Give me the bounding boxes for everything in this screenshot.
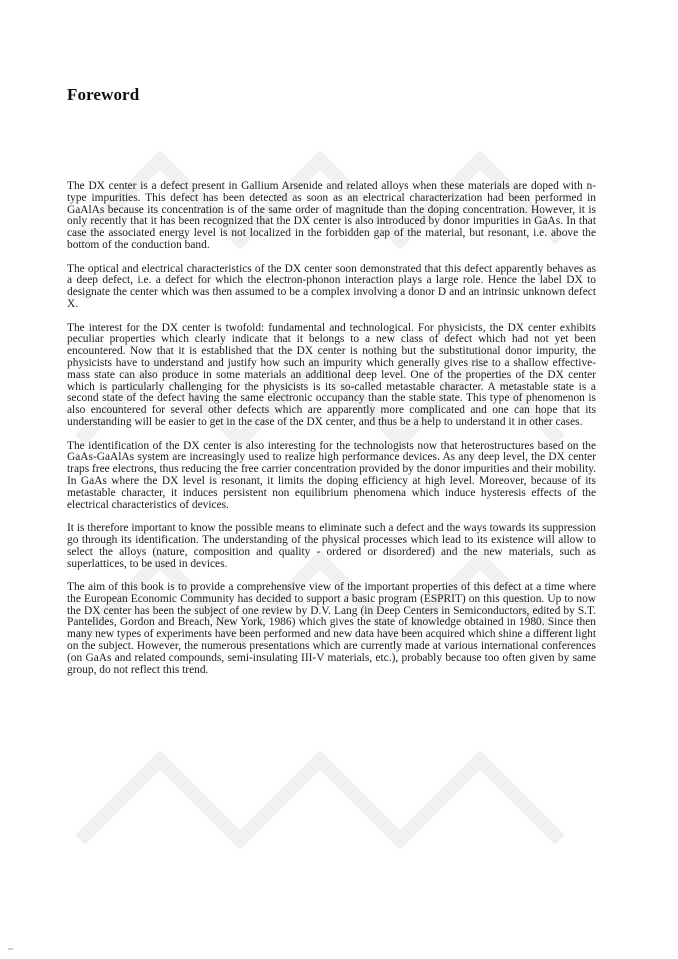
paragraph-1: The DX center is a defect present in Gallium Arsenide and related alloys when these materials are doped with n-type impurities. This defect has been detected as soon as an electrical characterization had been performed in GaAlAs because its concentration is of the same order of magnitude than the doping concentration. However, it is only recently that it has been recognized that the DX center is also introduced by donor impurities in GaAs. In that case the associated energy level is not localized in the forbidden gap of the material, but resonant, i.e. above the bottom of the conduction band. [67, 180, 596, 251]
foreword-body [67, 181, 596, 676]
paragraph-4: The identification of the DX center is also interesting for the technologists now that heterostructures based on the GaAs-GaAlAs system are increasingly used to realize high performance devices. As any deep level, the DX center traps free electrons, thus reducing the free carrier concentration provided by the donor impurities and their mobility. In GaAs where the DX level is resonant, it limits the doping efficiency at high level. Moreover, because of its metastable character, it induces persistent non equilibrium phenomena which induce hysteresis effects of the electrical characteristics of devices. [67, 439, 596, 511]
page-title: Foreword [67, 85, 140, 104]
paragraph-5: It is therefore important to know the possible means to eliminate such a defect and the ways towards its suppression go through its identification. The understanding of the physical processes which lead to its existence will allow to select the alloys (nature, composition and quality - ordered or disordered) and the new materials, such as superlattices, to be used in devices. [67, 522, 596, 570]
scan-mark [8, 948, 13, 950]
paragraph-2: The optical and electrical characteristics of the DX center soon demonstrated that this defect apparently behaves as a deep defect, i.e. a defect for which the electron-phonon interaction plays a large role. Hence the label DX to designate the center which was then assumed to be a complex involving a donor D and an intrinsic unknown defect X. [67, 262, 596, 310]
paragraph-6: The aim of this book is to provide a comprehensive view of the important properties of this defect at a time where the European Economic Community has decided to support a basic program (ESPRIT) on this question. Up to now the DX center has been the subject of one review by D.V. Lang (in Deep Centers in Semiconductors, edited by S.T. Pantelides, Gordon and Breach, New York, 1986) which gives the state of knowledge obtained in 1980. Since then many new types of experiments have been performed and new data have been acquired which shine a different light on the subject. However, the numerous presentations which are currently made at various international conferences (on GaAs and related compounds, semi-insulating III-V materials, etc.), probably because too often given by same group, do not reflect this trend. [67, 581, 596, 676]
paragraph-3: The interest for the DX center is twofold: fundamental and technological. For physicists, the DX center exhibits peculiar properties which clearly indicate that it belongs to a new class of defect which had not yet been encountered. Now that it is established that the DX center is nothing but the substitutional donor impurity, the physicists have to understand and justify how such an impurity which generally gives rise to a shallow effective-mass state can also produce in some materials an additional deep level. One of the properties of the DX center which is particularly challenging for the physicists is its so-called metastable character. A metastable state is a second state of the defect having the same electronic occupancy than the stable state. This type of phenomenon is also encountered for several other defects which are apparently more complicated and one can hope that its understanding will be easier to get in the case of the DX center, and thus be a help to understand it in other cases. [67, 321, 596, 428]
